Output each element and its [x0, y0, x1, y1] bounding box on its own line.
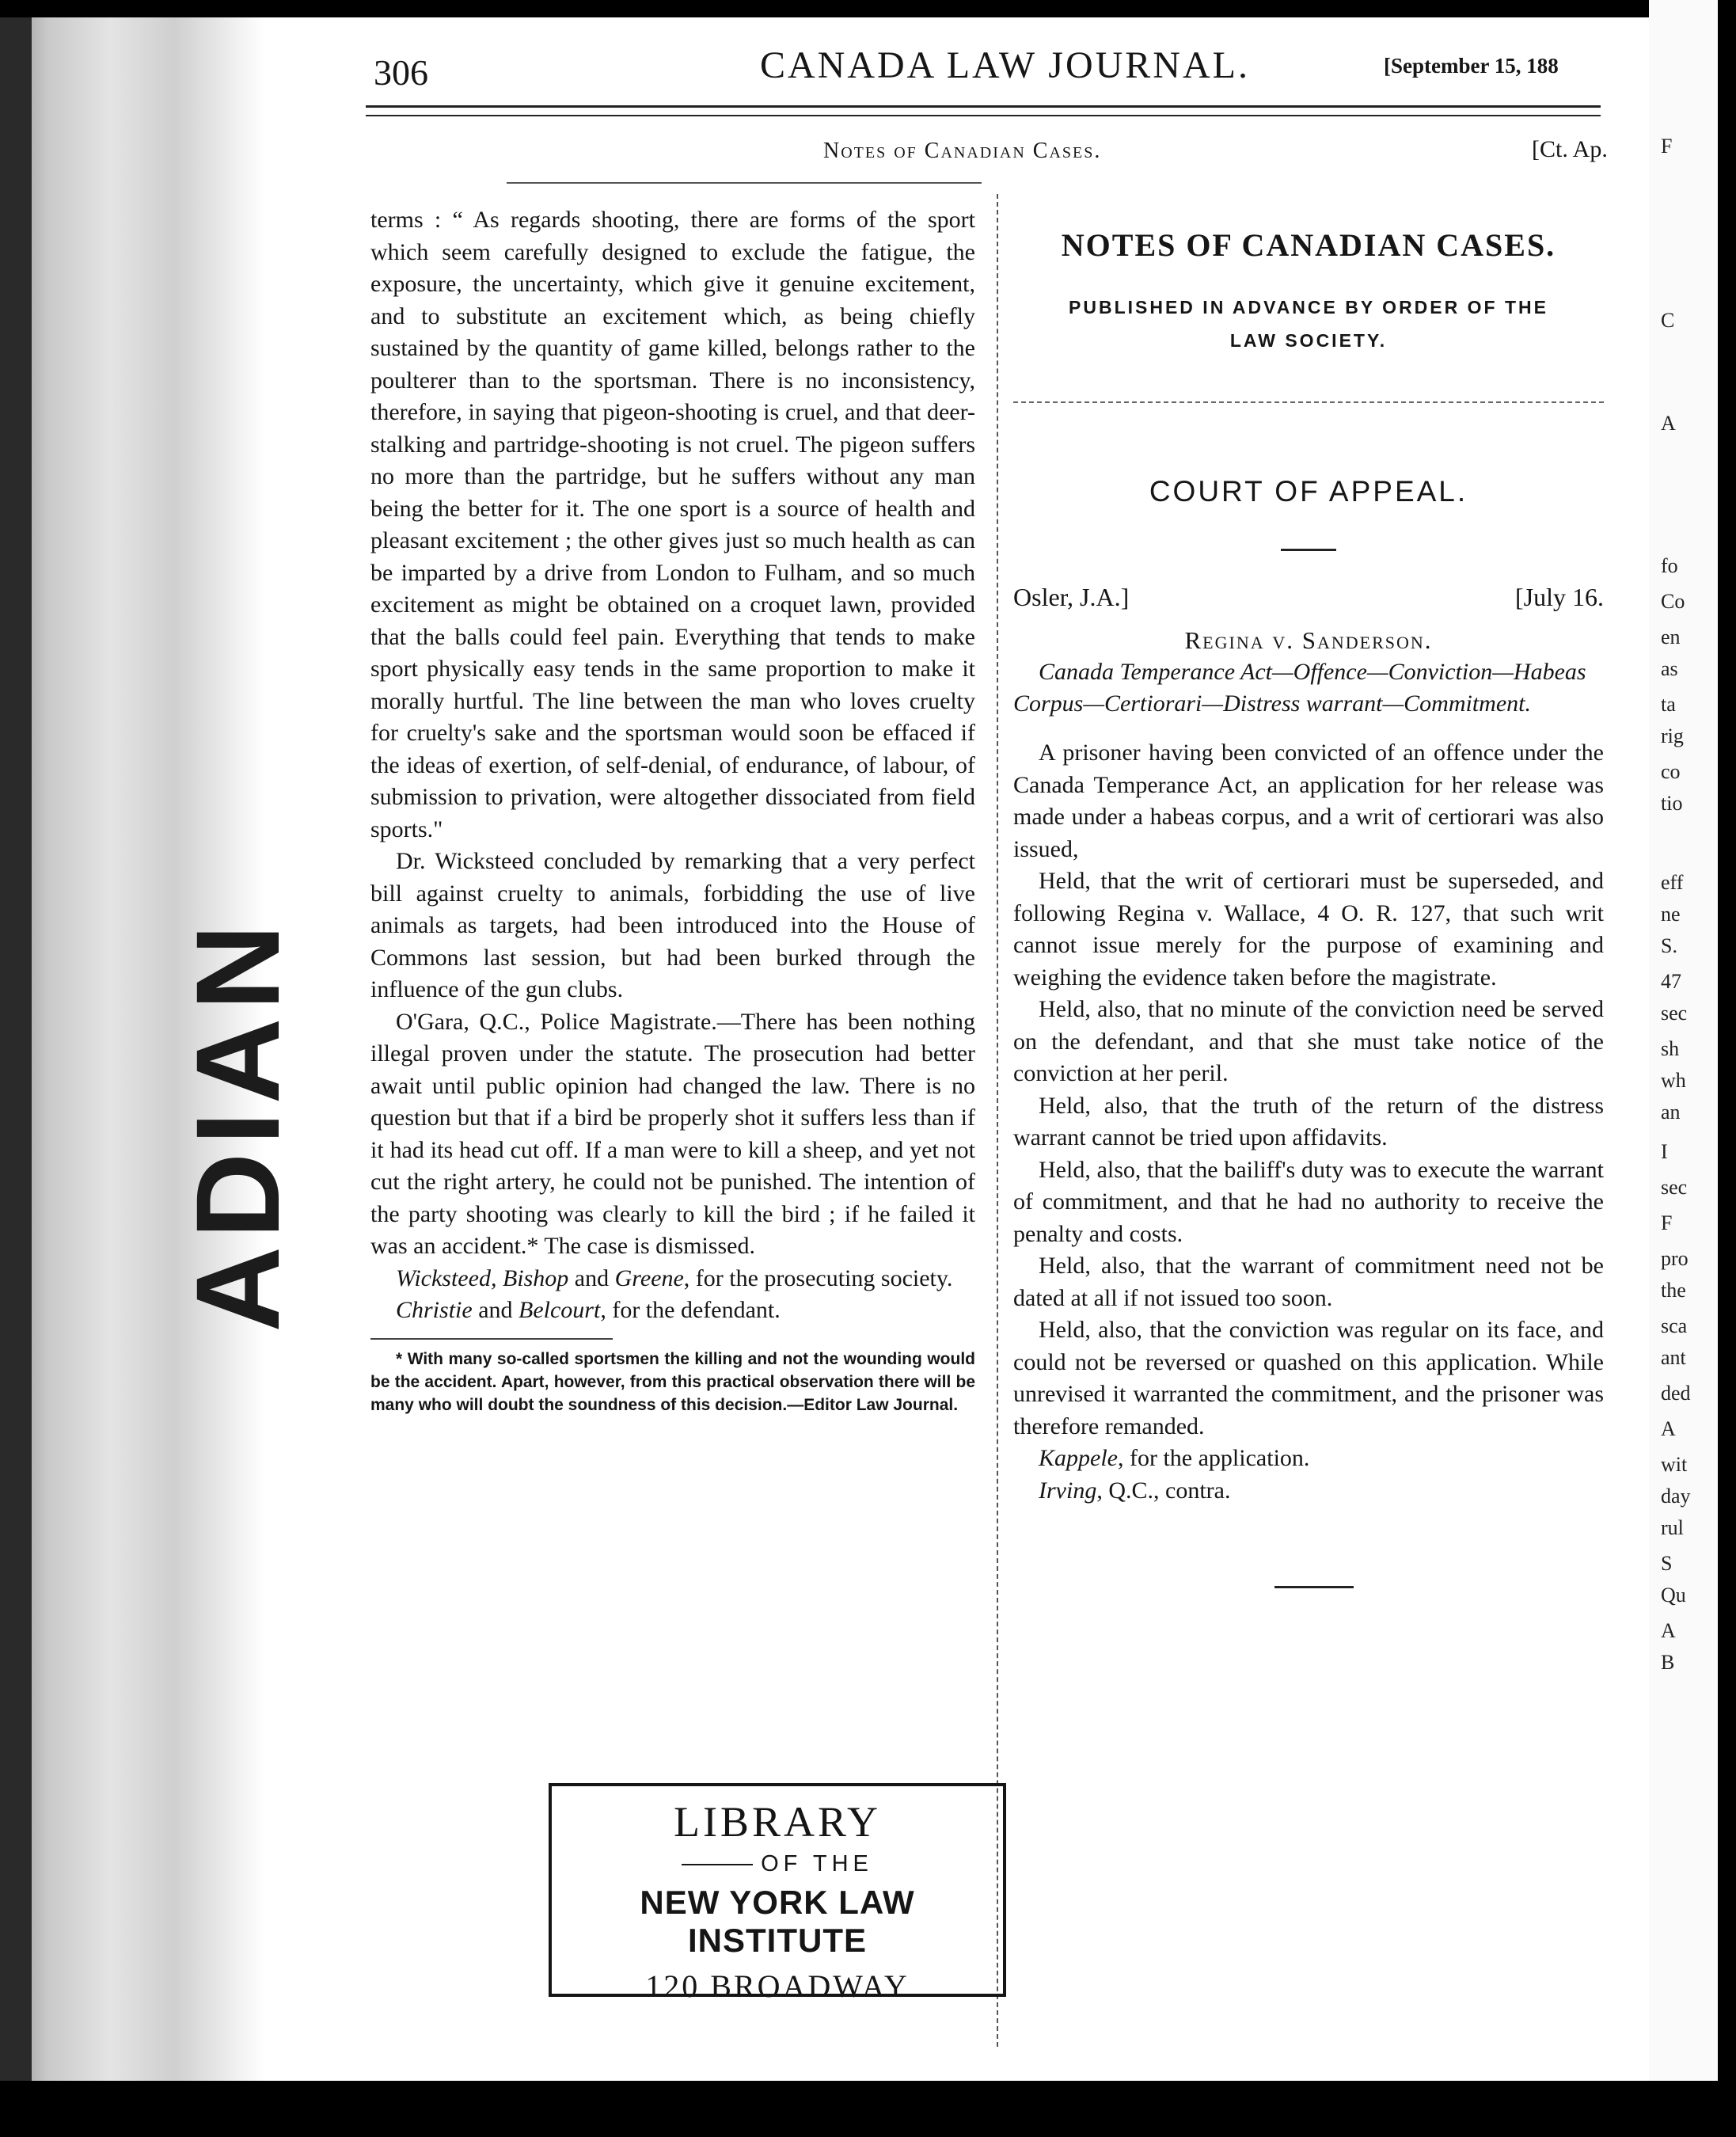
paragraph: Held, also, that no minute of the conviction need be served on the defendant, and that she must take notice of the conviction at her peril.	[1013, 996, 1604, 1086]
judge: Osler, J.A.]	[1013, 583, 1130, 611]
scan-bottom-border	[0, 2081, 1736, 2137]
paragraph: A prisoner having been convicted of an offence under the Canada Temperance Act, an application for her release was made under a habeas corpus, and a writ of certiorari was also issued,	[1013, 740, 1604, 862]
edge-fragment: the	[1661, 1279, 1686, 1302]
stamp-underline	[682, 1864, 753, 1865]
edge-fragment: fo	[1661, 554, 1678, 577]
edge-fragment: wit	[1661, 1453, 1688, 1476]
section-court-abbrev: [Ct. Ap.	[1532, 136, 1608, 162]
edge-fragment: ant	[1661, 1346, 1686, 1369]
edge-fragment: S.	[1661, 934, 1677, 957]
paragraph: Dr. Wicksteed concluded by remarking that a very perfect bill against cruelty to animals, forbidding the use of live animals as targets, had been introduced into the House of Commons last session, but had been burked through the influence of the gun clubs.	[370, 848, 975, 1002]
paragraph: Held, also, that the truth of the return of the distress warrant cannot be tried upon affidavits.	[1013, 1092, 1604, 1150]
edge-fragment: rig	[1661, 724, 1684, 747]
edge-fragment: F	[1661, 1211, 1673, 1234]
edge-fragment: Qu	[1661, 1584, 1686, 1607]
published-line: LAW SOCIETY.	[1229, 329, 1388, 351]
counsel-name: Kappele	[1039, 1445, 1118, 1471]
case-name: Regina v. Sanderson.	[1184, 626, 1433, 654]
edge-fragment: an	[1661, 1101, 1681, 1124]
edge-fragment: sec	[1661, 1176, 1688, 1199]
counsel-line	[370, 1263, 975, 1295]
scan-top-border	[0, 0, 1736, 17]
edge-fragment: Co	[1661, 590, 1685, 613]
counsel-line	[1013, 1443, 1604, 1475]
counsel-name: Irving	[1039, 1477, 1097, 1504]
paragraph: Held, also, that the bailiff's duty was to execute the warrant of commitment, and that he had no authority to receive the penalty and costs.	[1013, 1156, 1604, 1247]
counsel-names: Wicksteed, Bishop	[396, 1264, 569, 1291]
paragraph: Held, that the writ of certiorari must be superseded, and following Regina v. Wallace, 4 O. R. 127, that such writ cannot issue merely for the purpose of examining and weighing the evidence taken before the magistrate.	[1013, 868, 1604, 991]
counsel-names: Greene	[614, 1264, 684, 1291]
paragraph: terms : “ As regards shooting, there are forms of the sport which seem carefully designed to exclude the fatigue, the exposure, the uncertainty, which give it genuine excitement, and to substitute an excitement which, as being chiefly sustained by the quantity of game killed, belongs rather to the poulterer than to the sportsman. There is no inconsistency, therefore, in saying that pigeon-shooting is cruel, and that deer-stalking and partridge-shooting is not cruel. The pigeon suffers no more than the partridge, but he suffers without any man being the better for it. The one sport is a source of health and pleasant excitement ; the other gives just so much health as can be imparted by a drive from London to Fulham, and so much excitement as might be obtained on a croquet lawn, provided that the balls could feel pain. Everything that tends to make sport physically easy tends in the same proportion to make it morally hurtful. The line between the man who loves cruelty for cruelty's sake and the sportsman would soon be effaced if the ideas of exertion, of self-denial, of endurance, of labour, of submission to privation, were altogether dissociated from field sports."	[370, 207, 975, 842]
short-rule	[1281, 549, 1336, 551]
header-rule	[366, 105, 1601, 108]
left-column	[370, 204, 975, 1416]
edge-fragment: as	[1661, 657, 1678, 680]
counsel-names: Belcourt	[519, 1297, 601, 1323]
page-number: 306	[374, 52, 428, 93]
court-heading: COURT OF APPEAL.	[1149, 474, 1468, 508]
decision-date: [July 16.	[1515, 583, 1604, 611]
edge-fragment: A	[1661, 1619, 1676, 1642]
library-stamp	[549, 1783, 1006, 2004]
headnote: Canada Temperance Act—Offence—Conviction—Habeas Corpus—Certiorari—Distress warrant—Commitment.	[1013, 659, 1586, 717]
scan-right-border	[1718, 0, 1736, 2137]
edge-fragment: C	[1661, 309, 1675, 332]
journal-title: CANADA LAW JOURNAL.	[760, 44, 1250, 86]
published-line: PUBLISHED IN ADVANCE BY ORDER OF THE	[1069, 296, 1548, 318]
edge-fragment: wh	[1661, 1069, 1686, 1092]
edge-fragment: I	[1661, 1140, 1668, 1163]
counsel-role: , Q.C., contra.	[1096, 1477, 1231, 1504]
counsel-names: Christie	[396, 1297, 473, 1323]
spine-label: ADIAN	[171, 916, 304, 1333]
counsel-line	[1013, 1475, 1604, 1508]
edge-fragment: B	[1661, 1651, 1675, 1674]
paragraph: O'Gara, Q.C., Police Magistrate.—There has been nothing illegal proven under the statute. The prosecution had better await until public opinion had changed the law. There is no question but that if a bird be properly shot it suffers less than if it had its head cut off. If a man were to kill a sheep, and yet not cut the right artery, he could not be punished. The intention of the party shooting was clearly to kill the bird ; if he failed it was an accident.* The case is dismissed.	[370, 1008, 975, 1259]
issue-date: [September 15, 188	[1384, 54, 1559, 78]
column-divider	[997, 194, 998, 2047]
edge-fragment: 47	[1661, 970, 1681, 993]
stamp-of-the	[552, 1851, 1003, 1877]
edge-fragment: tio	[1661, 792, 1683, 815]
stamp-address: 120 BROADWAY	[645, 1968, 910, 2004]
notes-title: NOTES OF CANADIAN CASES.	[1061, 227, 1556, 263]
section-heading: Notes of Canadian Cases.	[823, 139, 1102, 163]
conjunction: and	[472, 1297, 519, 1323]
edge-fragment: co	[1661, 760, 1681, 783]
edge-fragment: en	[1661, 626, 1681, 648]
case-body	[1013, 737, 1604, 1507]
right-column	[1013, 227, 1604, 1588]
published-notice	[1013, 291, 1604, 357]
edge-fragment: sec	[1661, 1002, 1688, 1025]
stamp-of-the-text: OF THE	[761, 1851, 873, 1877]
edge-fragment: ne	[1661, 903, 1681, 926]
edge-fragment: day	[1661, 1485, 1691, 1508]
next-page-edge	[1661, 0, 1716, 2074]
edge-fragment: sh	[1661, 1037, 1680, 1060]
edge-fragment: A	[1661, 412, 1676, 435]
edge-fragment: pro	[1661, 1247, 1689, 1270]
column-top-rule	[507, 182, 982, 184]
paragraph: Held, also, that the warrant of commitment need not be dated at all if not issued too soon.	[1013, 1253, 1604, 1311]
counsel-line	[370, 1295, 975, 1327]
edge-fragment: S	[1661, 1552, 1673, 1575]
section-rule	[1013, 401, 1604, 403]
conjunction: and	[568, 1264, 615, 1291]
edge-fragment: ta	[1661, 693, 1676, 716]
paragraph: Held, also, that the conviction was regular on its face, and could not be reversed or quashed on this application. While unrevised it warranted the commitment, and the prisoner was therefore remanded.	[1013, 1317, 1604, 1439]
counsel-role: , for the application.	[1117, 1445, 1310, 1471]
end-rule	[1274, 1586, 1354, 1588]
stamp-institute: NEW YORK LAW INSTITUTE	[640, 1884, 915, 1959]
footnote-rule	[370, 1338, 613, 1340]
scan-left-edge	[0, 0, 32, 2137]
counsel-role: , for the prosecuting society.	[683, 1264, 953, 1291]
edge-fragment: rul	[1661, 1516, 1684, 1539]
edge-fragment: F	[1661, 135, 1673, 158]
edge-fragment: eff	[1661, 871, 1684, 894]
edge-fragment: ded	[1661, 1382, 1691, 1405]
header-rule-thin	[366, 115, 1601, 116]
judge-line	[1013, 581, 1604, 614]
edge-fragment: A	[1661, 1417, 1676, 1440]
counsel-role: , for the defendant.	[600, 1297, 781, 1323]
footnote: * With many so-called sportsmen the killing and not the wounding would be the accident. Apart, however, from this practical observation there will be many who will doubt the soundness of this decision.—Editor Law Journal.	[370, 1349, 975, 1414]
edge-fragment: sca	[1661, 1314, 1688, 1337]
stamp-library: LIBRARY	[673, 1798, 882, 1846]
